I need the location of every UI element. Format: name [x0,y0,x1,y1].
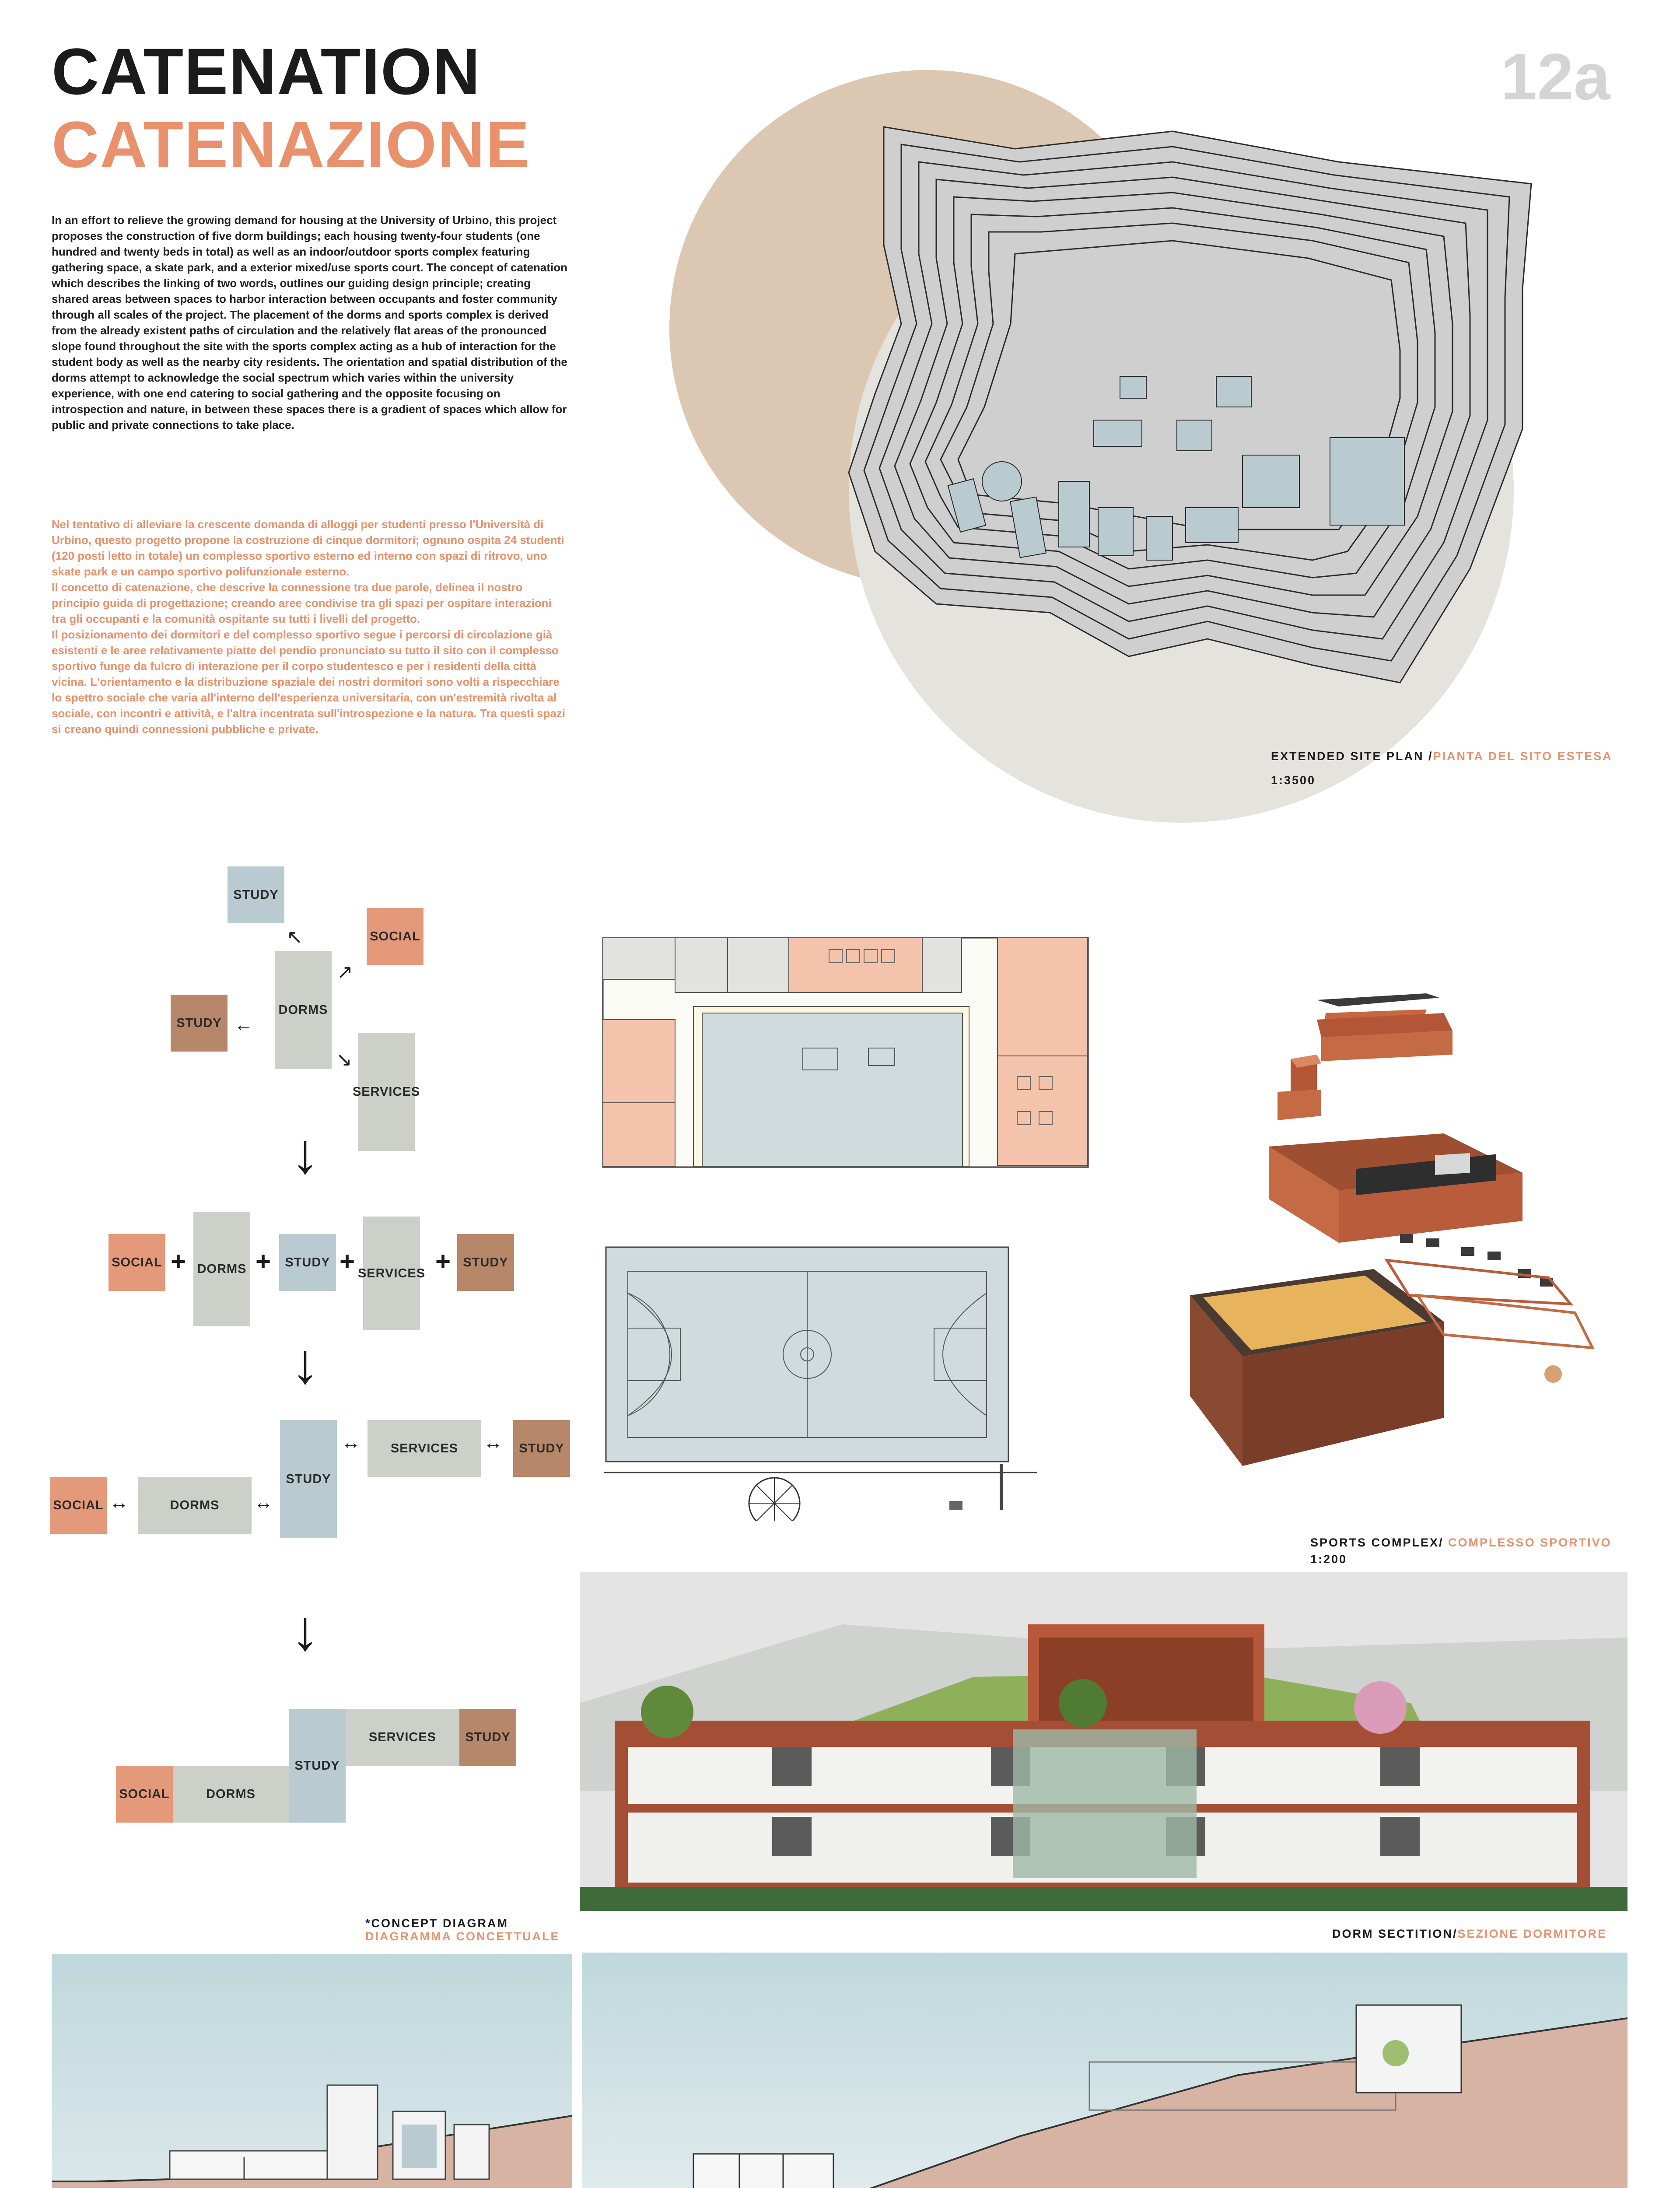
concept-study-box: STUDY [280,1420,337,1538]
plus-icon: + [171,1247,186,1276]
sports-complex-scale: 1:200 [1310,1553,1348,1566]
dorm-section-b-graphic [582,1953,1628,2188]
dorm-section-caption [1332,1927,1607,1941]
concept-dorms-box: DORMS [173,1766,289,1823]
down-arrow-icon: ↓ [291,1331,319,1395]
title-italian: CATENAZIONE [52,108,531,181]
concept-study-box: STUDY [228,866,284,923]
concept-study-box: STUDY [457,1234,514,1291]
site-plan-caption-it: PIANTA DEL SITO ESTESA [1433,750,1613,763]
concept-services-box: SERVICES [346,1709,459,1766]
sports-complex-axonometric [1111,989,1645,1497]
description-italian-p1: Nel tentativo di alleviare la crescente domanda di alloggi per studenti presso l'Università di Urbino, questo progetto propone la costruzione di cinque dormitori; ognuno ospita 24 studenti (120 posti letto in totale) un complesso sportivo esterno ed interno con spazi di ritrovo, uno skate park e un campo sportivo polifunzionale esterno. [52,518,564,578]
dorm-section-render-graphic [580,1572,1628,1911]
dorm-section-caption-en: DORM SECTITION/ [1332,1927,1458,1940]
dorm-section-caption-it: SEZIONE DORMITORE [1457,1927,1607,1940]
description-italian-p2: Il concetto di catenazione, che descrive la connessione tra due parole, delinea il nostro principio guida di progettazione; creando aree condivise tra gli spazi per ospitare interazioni tra gli occupanti e la comunità ospitante su tutti i livelli del progetto. [52,581,552,625]
concept-dorms-box: DORMS [138,1477,252,1534]
sports-complex-caption [1310,1536,1612,1550]
site-plan-caption [1271,750,1613,763]
description-english-text: In an effort to relieve the growing demand for housing at the University of Urbino, this project proposes the construction of five dorm buildings; each housing twenty-four students (one hundred and twenty beds in total) as well as an indoor/outdoor sports complex featuring gathering space, a skate park, and a exterior mixed/use sports court. The concept of catenation which describes the linking of two words, outlines our guiding design principle; creating shared areas between spaces to harbor interaction between occupants and foster community through all scales of the project. The placement of the dorms and sports complex is derived from the already existent paths of circulation and the relatively flat areas of the pronounced slope found throughout the site with the sports complex acting as a hub of interaction for the student body as well as the nearby city residents. The orientation and spatial distribution of the dorms attempt to acknowledge the social spectrum which varies within the university experience, with one end catering to social gathering and the opposite focusing on introspection and nature, in between these spaces there is a gradient of spaces which allow for public and private connections to take place. [52,214,568,431]
double-arrow-icon: ↔ [341,1432,360,1453]
site-plan-graphic [656,40,1662,831]
sports-complex-caption-en: SPORTS COMPLEX/ [1310,1536,1449,1549]
description-english [52,212,568,433]
concept-study-box: STUDY [289,1709,346,1823]
site-plan-scale: 1:3500 [1271,774,1316,787]
sports-section-a [52,1954,572,2188]
concept-services-box: SERVICES [363,1217,420,1330]
concept-social-box: SOCIAL [367,908,424,965]
concept-dorms-box: DORMS [275,951,332,1069]
site-plan-caption-en: EXTENDED SITE PLAN / [1271,750,1433,763]
down-arrow-icon: ↓ [291,1121,319,1185]
concept-services-box: SERVICES [358,1033,415,1151]
arrow-icon: ← [234,1014,253,1035]
plus-icon: + [256,1247,271,1276]
down-arrow-icon: ↓ [291,1598,319,1662]
terrain-contours [849,127,1531,683]
dorm-section-render [580,1572,1628,1911]
arrow-icon: ↘ [336,1049,352,1070]
concept-caption-en: *CONCEPT DIAGRAM [365,1917,509,1930]
double-arrow-icon: ↔ [254,1492,273,1513]
concept-caption-it: DIAGRAMMA CONCETTUALE [365,1930,560,1943]
double-arrow-icon: ↔ [109,1492,129,1513]
plus-icon: + [340,1247,355,1276]
concept-study-box: STUDY [171,995,228,1052]
concept-dorms-box: DORMS [193,1212,250,1326]
concept-social-box: SOCIAL [108,1234,165,1291]
dorm-section-b [582,1953,1628,2188]
sheet-number: 12a [1501,40,1610,113]
arrow-icon: ↖ [287,926,303,948]
sports-court-plan [604,1245,1041,1521]
concept-study-box: STUDY [279,1234,336,1291]
double-arrow-icon: ↔ [483,1432,503,1453]
sports-complex-caption-it: COMPLESSO SPORTIVO [1448,1536,1612,1549]
plus-icon: + [435,1247,451,1276]
arrow-icon: ↗ [337,961,353,983]
sports-section-a-graphic [52,1954,572,2188]
concept-study-box: STUDY [459,1709,516,1766]
concept-diagram [44,858,569,1952]
concept-study-box: STUDY [513,1420,570,1477]
concept-social-box: SOCIAL [116,1766,173,1823]
description-italian-p3: Il posizionamento dei dormitori e del complesso sportivo segue i percorsi di circolazione già esistenti e le aree relativamente piatte del pendio pronunciato su tutto il sito con il complesso sportivo funge da fulcro di interazione per il corpo studentesco e per i residenti della città vicina. L'orientamento e la distribuzione spaziale dei nostri dormitori sono volti a rispecchiare lo spettro sociale che varia all'interno dell'esperienza universitaria, con un'estremità rivolta al sociale, con incontri e attività, e l'altra incentrata sull'introspezione e la natura. Tra questi spazi si creano quindi connessioni pubbliche e private. [52,628,566,736]
title-english: CATENATION [52,35,481,108]
description-italian [52,516,568,737]
sports-complex-floor-plan [602,936,1089,1168]
concept-services-box: SERVICES [368,1420,481,1477]
concept-social-box: SOCIAL [50,1477,107,1534]
